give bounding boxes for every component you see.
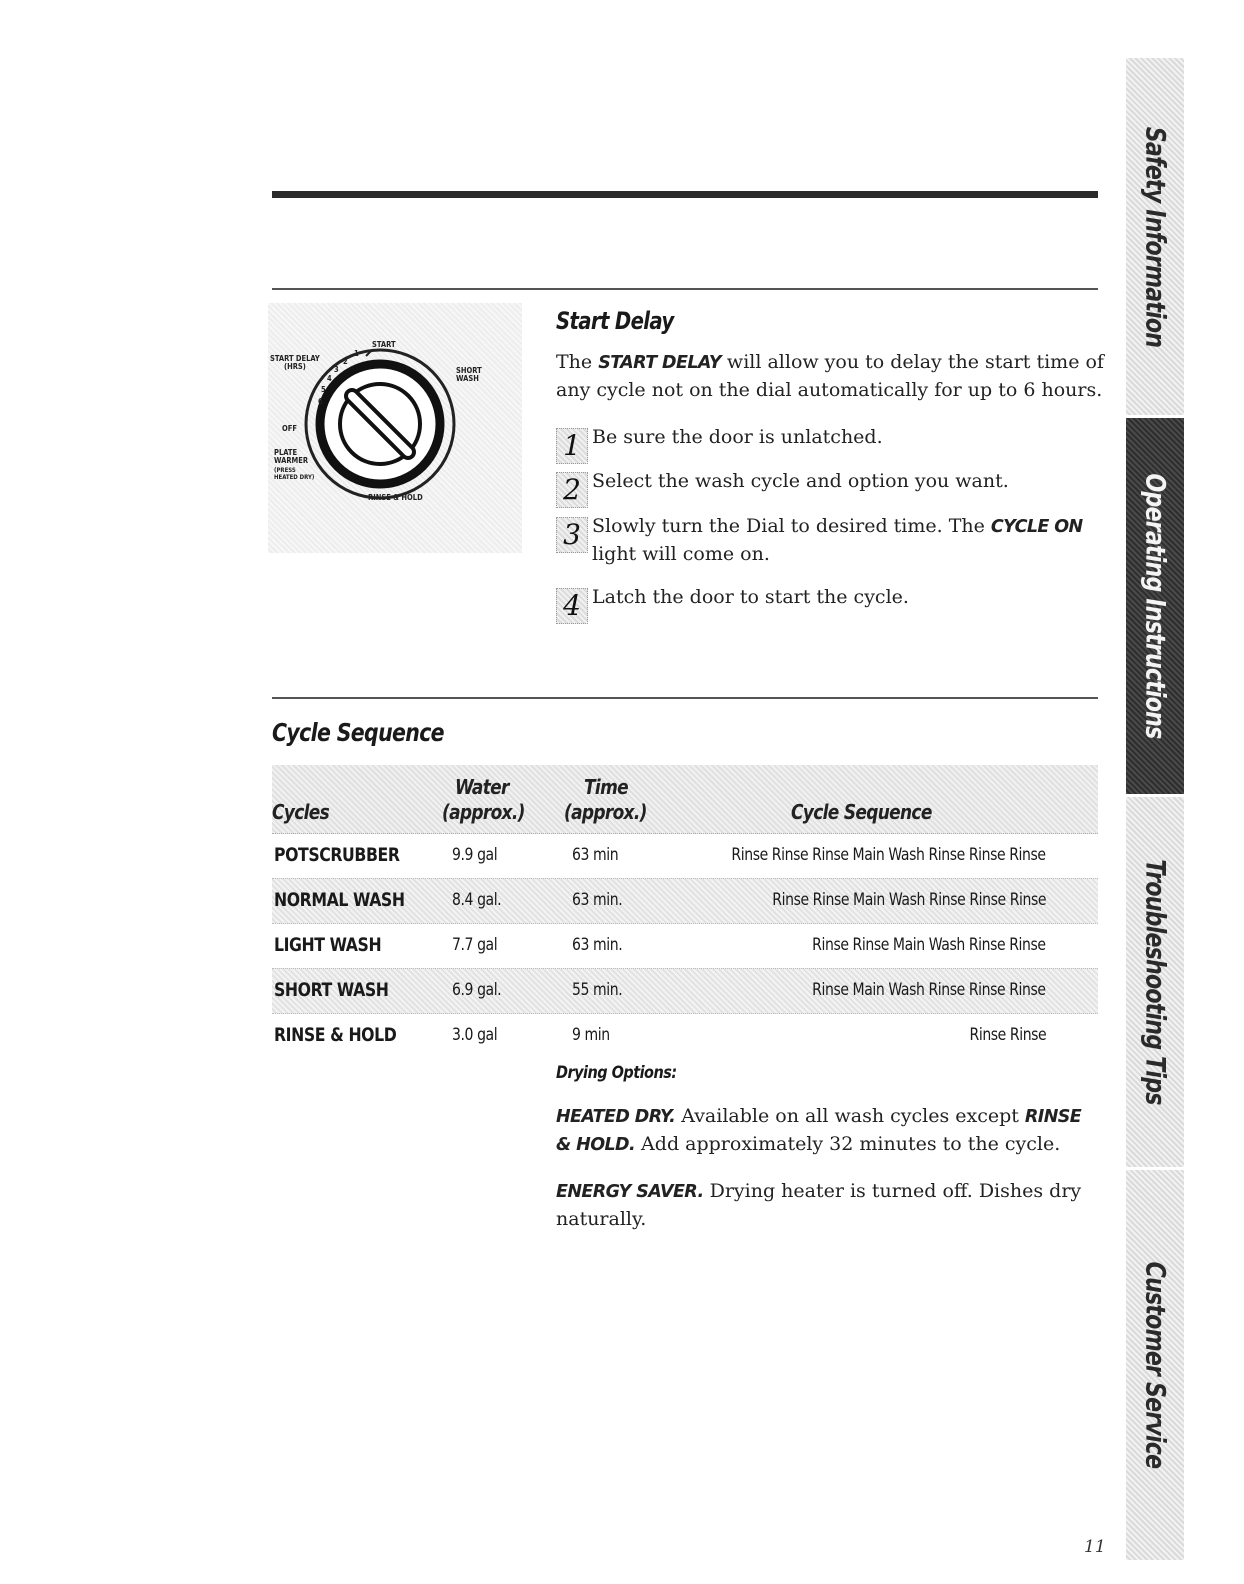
dial-plate-warmer-label: PLATE WARMER <box>274 448 309 465</box>
row-time: 9 min <box>572 1025 610 1044</box>
dial-illustration <box>268 303 522 553</box>
step-number-4: 4 <box>556 588 588 624</box>
intro-text-rest: will allow you to delay the start time of any cycle not on the dial automatically for up to 6 hours. <box>556 351 1104 401</box>
tab-customer-service[interactable] <box>1126 1170 1184 1560</box>
cycle-sequence-table <box>272 765 1098 1058</box>
step-number-3: 3 <box>556 517 588 553</box>
page-number: 11 <box>1084 1537 1106 1557</box>
tab-troubleshooting-tips[interactable] <box>1126 797 1184 1167</box>
dial-start-delay-label: START DELAY <box>270 354 320 363</box>
step-3-emphasis: CYCLE ON <box>990 517 1083 537</box>
dial-number-2: 2 <box>343 357 348 366</box>
step-text-4: Latch the door to start the cycle. <box>592 586 909 608</box>
table-row <box>272 1014 1098 1058</box>
dial-number-3: 3 <box>334 365 339 374</box>
header-cycles: Cycles <box>272 800 330 824</box>
header-water: Water <box>455 775 509 799</box>
dial-number-5: 5 <box>321 385 326 394</box>
row-time: 55 min. <box>572 980 623 999</box>
dial-hrs-label: (HRS) <box>284 362 306 371</box>
row-sequence: Rinse Main Wash Rinse Rinse Rinse <box>812 980 1046 999</box>
heated-dry-text-rest: Add approximately 32 minutes to the cycle. <box>635 1133 1061 1155</box>
energy-saver-text: Drying heater is turned off. Dishes dry naturally. <box>556 1180 1082 1230</box>
row-cycle-name: SHORT WASH <box>274 980 389 1001</box>
row-time: 63 min <box>572 845 619 864</box>
intro-emphasis: START DELAY <box>598 353 721 373</box>
heated-dry-option <box>556 1103 1096 1159</box>
step-number-2: 2 <box>556 472 588 508</box>
step-text-3 <box>592 513 1112 568</box>
step-3-text: Slowly turn the Dial to desired time. The <box>592 515 991 537</box>
row-sequence: Rinse Rinse Rinse Main Wash Rinse Rinse Rinse <box>731 845 1046 864</box>
row-time: 63 min. <box>572 890 623 909</box>
row-sequence: Rinse Rinse Main Wash Rinse Rinse Rinse <box>772 890 1046 909</box>
section-divider-cycle-sequence <box>272 697 1098 699</box>
row-cycle-name: POTSCRUBBER <box>274 845 400 866</box>
dial-number-1: 1 <box>354 349 359 358</box>
intro-text: The <box>556 351 599 373</box>
energy-saver-option <box>556 1178 1096 1233</box>
dial-rinse-hold-label: RINSE & HOLD <box>368 493 423 502</box>
row-water: 7.7 gal <box>452 935 498 954</box>
dial-press-heated-dry-label: (PRESS HEATED DRY) <box>274 467 315 481</box>
start-delay-intro <box>556 349 1116 404</box>
dial-start-label: START <box>372 340 396 349</box>
header-time-sub: (approx.) <box>564 800 647 824</box>
rinse-hold-emphasis: RINSE & HOLD. <box>556 1107 1082 1155</box>
row-cycle-name: RINSE & HOLD <box>274 1025 397 1046</box>
tab-label-operating: Operating Instructions <box>1139 473 1171 739</box>
dial-short-wash-label: SHORT WASH <box>456 366 482 383</box>
tab-operating-instructions[interactable] <box>1126 418 1184 794</box>
table-header <box>272 765 1098 834</box>
step-number-1: 1 <box>556 428 588 464</box>
dial-off-label: OFF <box>282 424 297 433</box>
top-rule <box>272 191 1098 198</box>
row-cycle-name: LIGHT WASH <box>274 935 382 956</box>
table-row <box>272 924 1098 968</box>
cycle-sequence-heading: Cycle Sequence <box>272 718 444 747</box>
row-sequence: Rinse Rinse <box>969 1025 1046 1044</box>
row-water: 6.9 gal. <box>452 980 502 999</box>
tab-label-safety: Safety Information <box>1139 126 1171 347</box>
table-row <box>272 834 1098 878</box>
table-row <box>272 878 1098 924</box>
tab-label-troubleshooting: Troubleshooting Tips <box>1139 859 1171 1105</box>
section-divider-start-delay <box>272 288 1098 290</box>
tab-safety-information[interactable] <box>1126 58 1184 415</box>
row-sequence: Rinse Rinse Main Wash Rinse Rinse <box>812 935 1046 954</box>
row-cycle-name: NORMAL WASH <box>274 890 405 911</box>
step-3-text-rest: light will come on. <box>592 543 770 565</box>
step-text-1: Be sure the door is unlatched. <box>592 426 883 448</box>
dial-number-6: 6 <box>318 397 323 406</box>
row-water: 8.4 gal. <box>452 890 502 909</box>
row-water: 9.9 gal <box>452 845 498 864</box>
step-text-2: Select the wash cycle and option you want. <box>592 470 1009 492</box>
start-delay-heading: Start Delay <box>556 307 674 335</box>
row-time: 63 min. <box>572 935 623 954</box>
table-row <box>272 968 1098 1014</box>
heated-dry-label: HEATED DRY. <box>556 1107 676 1127</box>
header-time: Time <box>584 775 628 799</box>
tab-label-customer: Customer Service <box>1139 1261 1171 1469</box>
heated-dry-text: Available on all wash cycles except <box>675 1105 1025 1127</box>
row-water: 3.0 gal <box>452 1025 498 1044</box>
energy-saver-label: ENERGY SAVER. <box>556 1182 704 1202</box>
header-water-sub: (approx.) <box>442 800 525 824</box>
header-cycle-sequence: Cycle Sequence <box>791 800 932 824</box>
dial-number-4: 4 <box>327 374 332 383</box>
drying-options-heading: Drying Options: <box>556 1063 677 1083</box>
